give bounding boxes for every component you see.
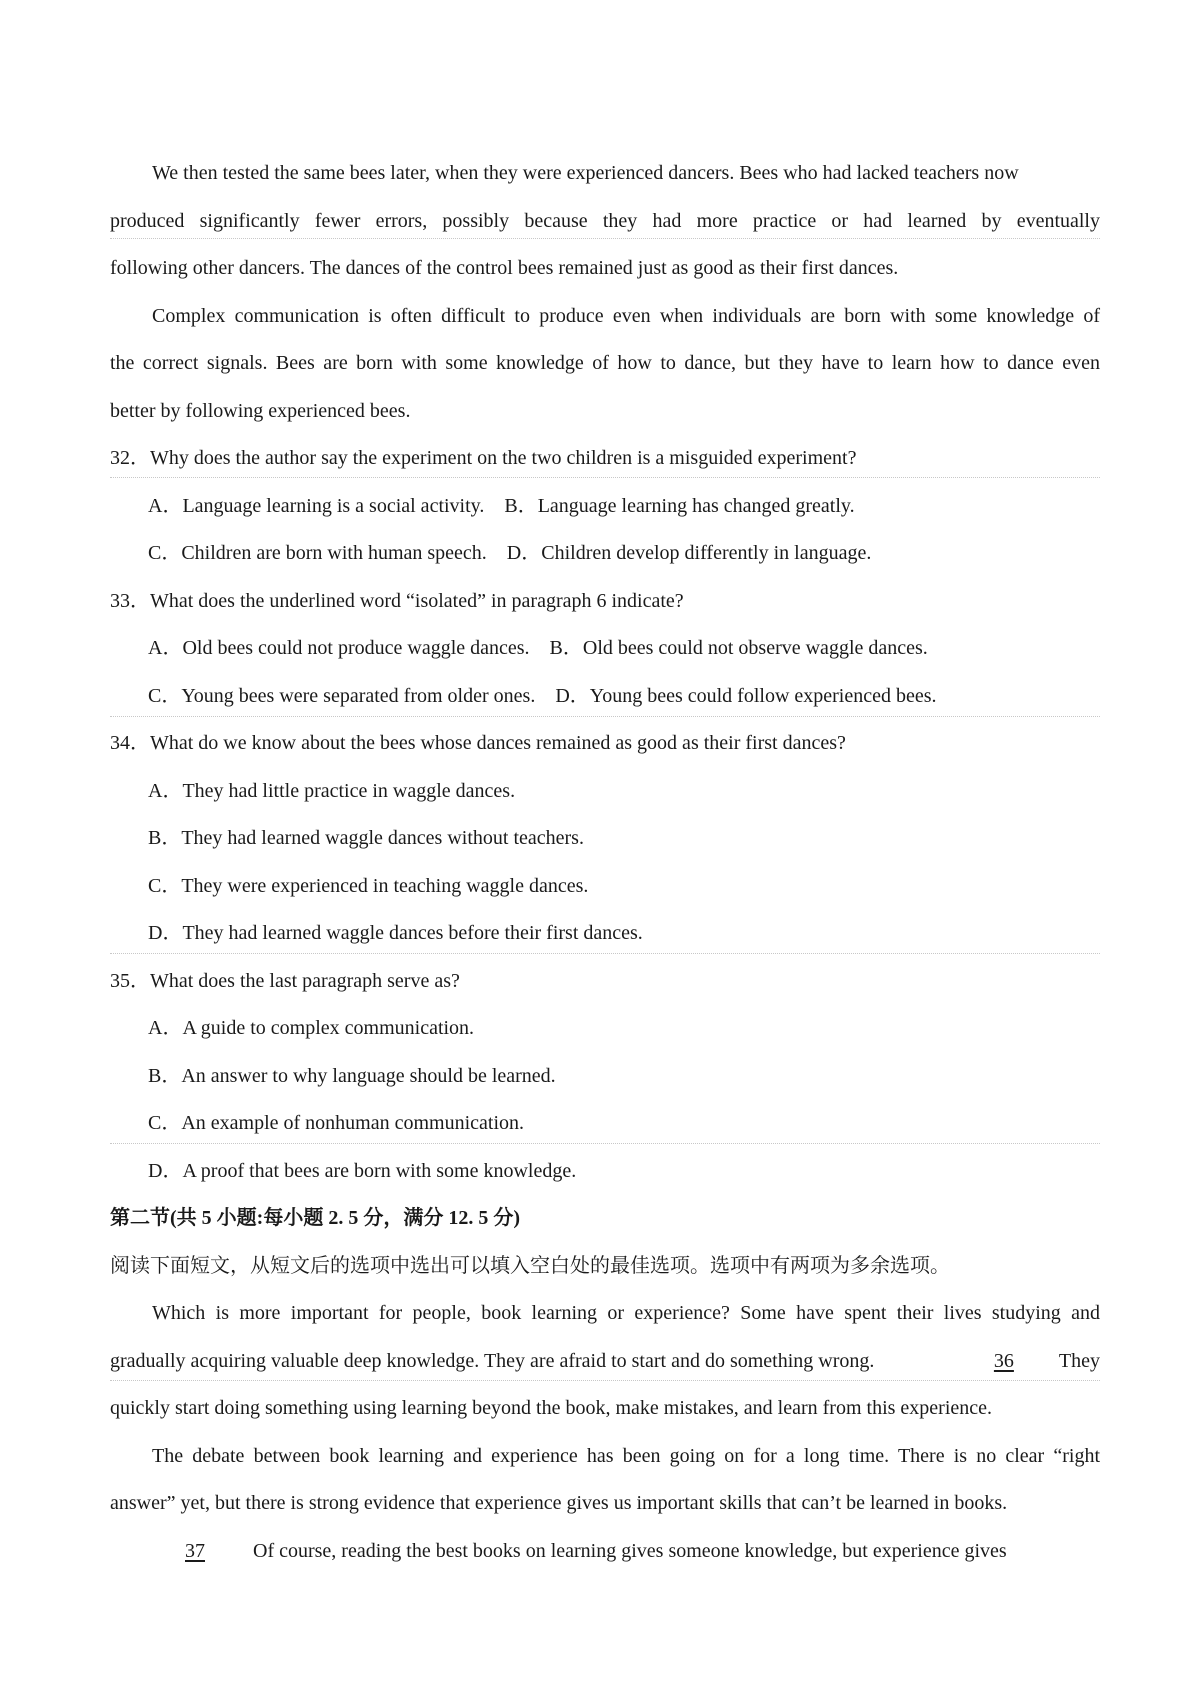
paragraph-text: The debate between book learning and experience has been going on for a long time. There is no clear “right [152, 1445, 1100, 1467]
option-b: B．They had learned waggle dances without teachers. [148, 827, 584, 849]
option-c: C．They were experienced in teaching waggle dances. [148, 875, 589, 897]
option-a: A．They had little practice in waggle dances. [148, 780, 516, 802]
paragraph-text: following other dancers. The dances of the control bees remained just as good as their first dances. [110, 257, 899, 279]
paragraph-text: They [1058, 1350, 1100, 1372]
option-b: B．An answer to why language should be learned. [148, 1065, 556, 1087]
option-d: D．They had learned waggle dances before their first dances. [148, 922, 643, 944]
paragraph-text: answer” yet, but there is strong evidence that experience gives us important skills that can’t be learned in books. [110, 1492, 1008, 1514]
blank-37: 37 [185, 1540, 205, 1562]
question-stem: 34．What do we know about the bees whose dances remained as good as their first dances? [110, 732, 846, 754]
divider [110, 1143, 1100, 1144]
question-stem: 35．What does the last paragraph serve as? [110, 970, 460, 992]
option-row: A．Language learning is a social activity. B．Language learning has changed greatly. [148, 495, 855, 517]
option-c: C．An example of nonhuman communication. [148, 1112, 525, 1134]
paragraph-line-with-blank [110, 1348, 1100, 1374]
option-row: C．Children are born with human speech. D．Children develop differently in language. [148, 542, 872, 564]
paragraph-line-with-blank [152, 1538, 1007, 1564]
paragraph-text: produced significantly fewer errors, possibly because they had more practice or had learned by eventually [110, 210, 1100, 232]
paragraph-text: quickly start doing something using learning beyond the book, make mistakes, and learn from this experience. [110, 1397, 993, 1419]
paragraph-text: Of course, reading the best books on learning gives someone knowledge, but experience gives [253, 1540, 1007, 1562]
paragraph-text: the correct signals. Bees are born with some knowledge of how to dance, but they have to learn how to dance even [110, 352, 1100, 374]
option-row: C．Young bees were separated from older ones. D．Young bees could follow experienced bees. [148, 685, 937, 707]
option-row: A．Old bees could not produce waggle dances. B．Old bees could not observe waggle dances. [148, 637, 928, 659]
paragraph-text: better by following experienced bees. [110, 400, 411, 422]
divider [110, 477, 1100, 478]
divider [110, 716, 1100, 717]
divider [110, 238, 1100, 239]
option-d: D．A proof that bees are born with some knowledge. [148, 1160, 577, 1182]
divider [110, 953, 1100, 954]
paragraph-text: gradually acquiring valuable deep knowledge. They are afraid to start and do something wrong. [110, 1350, 875, 1372]
blank-36: 36 [993, 1350, 1014, 1372]
question-stem: 32．Why does the author say the experiment on the two children is a misguided experiment? [110, 447, 857, 469]
divider [110, 1380, 1100, 1381]
paragraph-text: We then tested the same bees later, when they were experienced dancers. Bees who had lacked teachers now [152, 162, 1019, 184]
question-stem: 33．What does the underlined word “isolated” in paragraph 6 indicate? [110, 590, 684, 612]
paragraph-text: Complex communication is often difficult to produce even when individuals are born with some knowledge of [152, 305, 1100, 327]
section-instruction: 阅读下面短文，从短文后的选项中选出可以填入空白处的最佳选项。选项中有两项为多余选项。 [110, 1255, 950, 1277]
option-a: A．A guide to complex communication. [148, 1017, 475, 1039]
section-heading: 第二节(共 5 小题:每小题 2. 5 分，满分 12. 5 分) [110, 1207, 520, 1229]
paragraph-text: Which is more important for people, book learning or experience? Some have spent their lives studying and [152, 1302, 1100, 1324]
